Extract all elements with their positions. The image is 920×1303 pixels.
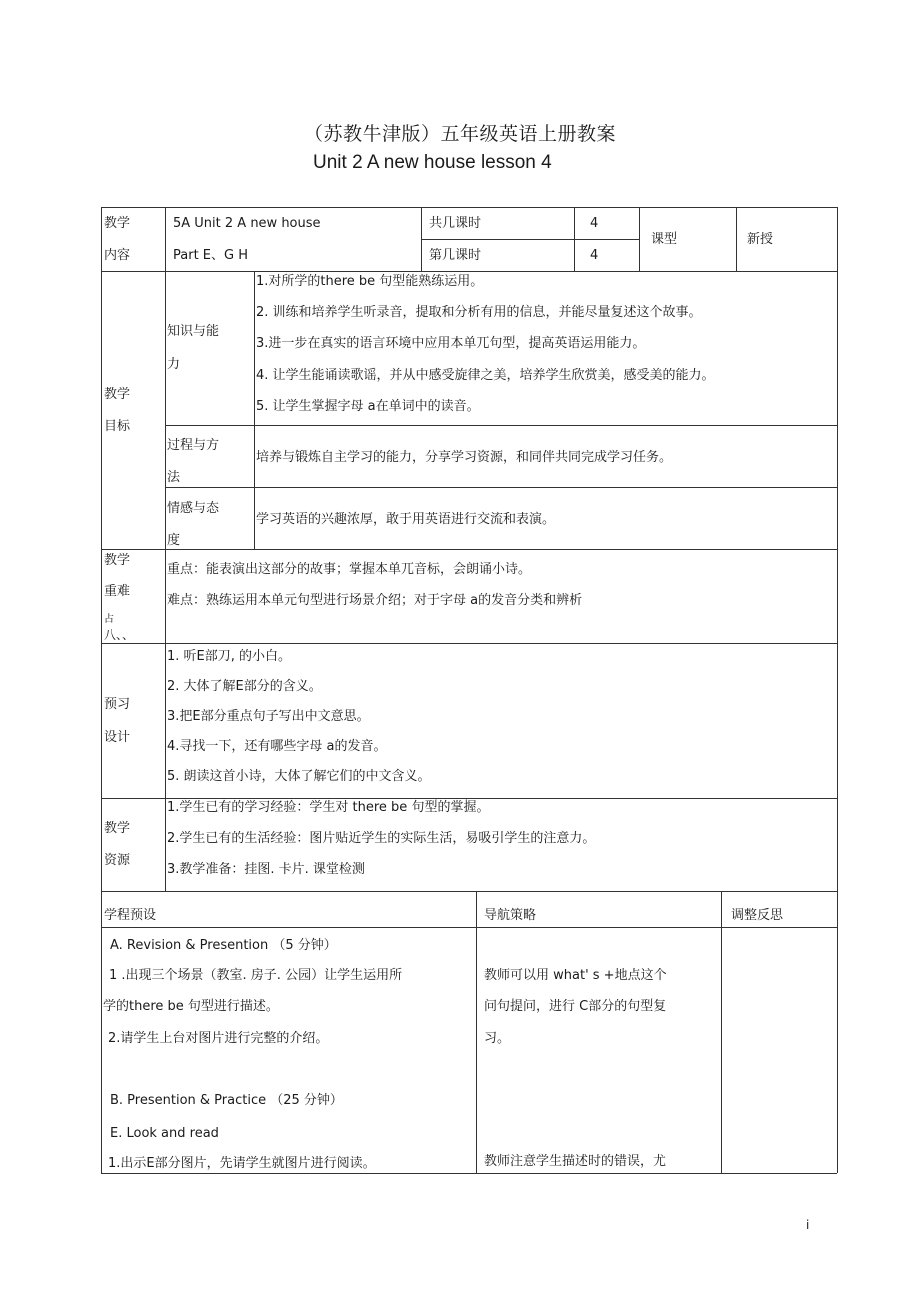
col-line [254,271,255,549]
col-line [721,891,722,1173]
strategy-header: 导航策略 [484,908,537,923]
process-label: 法 [167,470,181,485]
resource-item: 2.学生已有的生活经验：图片贴近学生的实际生活，易吸引学生的注意力。 [167,831,596,846]
strategy-line: 问句提问，进行 C部分的句型复 [484,999,667,1014]
resource-item: 1.学生已有的学习经验：学生对 there be 句型的掌握。 [167,800,490,815]
col-line [476,891,477,1173]
preview-item: 2. 大体了解E部分的含义。 [167,679,322,694]
resource-item: 3.教学准备：挂图. 卡片. 课堂检测 [167,862,365,877]
keypoint-label: 教学 [104,553,131,568]
col-line [574,207,575,271]
strategy-line: 习。 [484,1031,511,1046]
keypoint-label: 占 [104,614,114,625]
lesson-no-label: 第几课时 [429,248,482,263]
row-line [101,1173,837,1174]
row-line [101,271,837,272]
process-text: 培养与锻炼自主学习的能力，分享学习资源，和同伴共同完成学习任务。 [256,450,673,465]
resource-label: 资源 [104,853,131,868]
preview-item: 3.把E部分重点句子写出中文意思。 [167,709,370,724]
process-line: B. Presention & Practice （25 分钟） [110,1093,343,1108]
knowledge-label: 知识与能 [167,324,220,339]
row-line [101,207,837,208]
process-line: 2.请学生上台对图片进行完整的介绍。 [108,1031,329,1046]
goals-label: 目标 [104,419,131,434]
keypoint-label: 八、、 [104,628,135,642]
emotion-label: 情感与态 [167,501,220,516]
total-lessons-label: 共几课时 [429,216,482,231]
reflection-header: 调整反思 [731,908,784,923]
preview-item: 1. 听E部刀, 的小白。 [167,649,292,664]
resource-label: 教学 [104,821,131,836]
row-line [101,798,837,799]
preview-item: 4.寻找一下，还有哪些字母 a的发音。 [167,739,387,754]
knowledge-item: 1.对所学的there be 句型能熟练运用。 [256,274,484,289]
col-line [101,207,102,1173]
lesson-type-value: 新授 [747,232,774,247]
emotion-label: 度 [167,533,181,548]
preview-item: 5. 朗读这首小诗，大体了解它们的中文含义。 [167,769,431,784]
knowledge-item: 5. 让学生掌握字母 a在单词中的读音。 [256,399,480,414]
knowledge-item: 4. 让学生能诵读歌谣，并从中感受旋律之美，培养学生欣赏美，感受美的能力。 [256,368,715,383]
knowledge-item: 3.进一步在真实的语言环境中应用本单兀句型，提高英语运用能力。 [256,336,646,351]
row-line [101,927,837,928]
process-line: 1 .出现三个场景（教室. 房子. 公园）让学生运用所 [109,968,403,983]
knowledge-item: 2. 训练和培养学生听录音，提取和分析有用的信息，并能尽量复述这个故事。 [256,305,702,320]
emotion-text: 学习英语的兴趣浓厚，敢于用英语进行交流和表演。 [256,512,556,527]
key-point: 重点：能表演出这部分的故事；掌握本单兀音标，会朗诵小诗。 [167,562,532,577]
difficult-point: 难点：熟练运用本单元句型进行场景介绍；对于字母 a的发音分类和辨析 [167,593,583,608]
row-line [101,549,837,550]
content-label: 内容 [104,248,131,263]
process-label: 过程与方 [167,438,220,453]
process-header: 学程预设 [104,908,157,923]
process-line: A. Revision & Presention （5 分钟） [110,938,337,953]
process-line: 1.出示E部分图片，先请学生就图片进行阅读。 [108,1156,376,1171]
document-title: （苏教牛津版）五年级英语上册教案 [303,123,616,145]
preview-label: 预习 [104,697,131,712]
content-value: 5A Unit 2 A new house [173,216,321,231]
strategy-line: 教师注意学生描述时的错误，尤 [484,1154,667,1169]
col-line [639,207,640,271]
row-line [101,643,837,644]
col-line [736,207,737,271]
row-line [101,891,837,892]
row-line [421,239,639,240]
col-line [837,207,838,1173]
page-number: i [806,1218,810,1232]
lesson-no-value: 4 [590,248,599,263]
knowledge-label: 力 [167,357,181,372]
content-label: 教学 [104,216,131,231]
strategy-line: 教师可以用 what' s +地点这个 [484,968,667,983]
content-value: Part E、G H [173,248,248,263]
col-line [165,207,166,891]
goals-label: 教学 [104,387,131,402]
row-line [165,425,837,426]
preview-label: 设计 [104,730,131,745]
process-line: E. Look and read [110,1126,219,1141]
col-line [421,207,422,271]
lesson-type-label: 课型 [651,232,678,247]
process-line: 学的there be 句型进行描述。 [103,999,279,1014]
row-line [165,487,837,488]
document-subtitle: Unit 2 A new house lesson 4 [313,152,552,173]
keypoint-label: 重难 [104,584,131,599]
total-lessons-value: 4 [590,216,599,231]
